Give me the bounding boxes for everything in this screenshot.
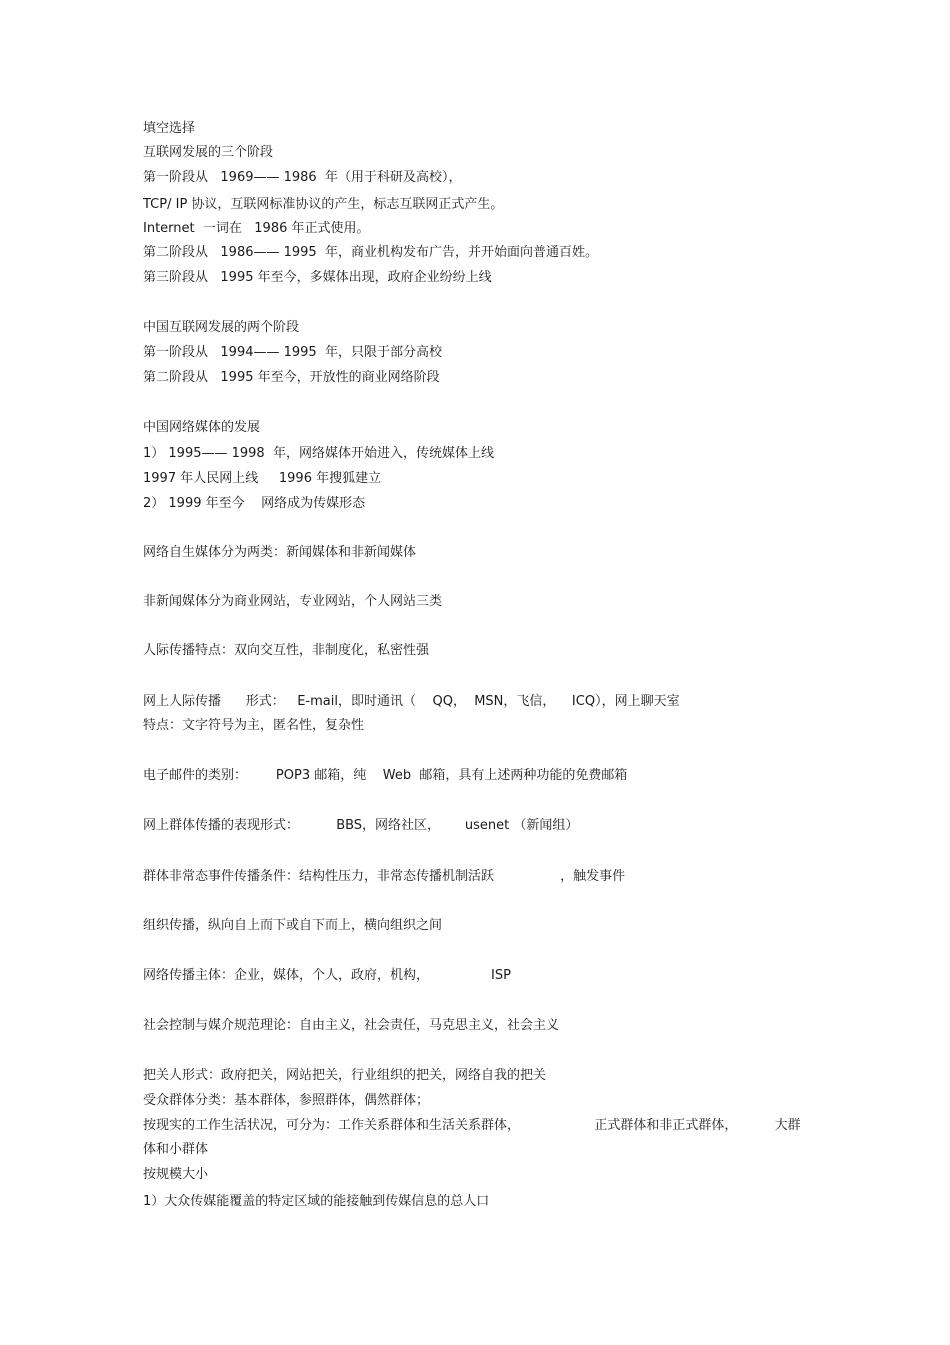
text-line: 网上群体传播的表现形式： BBS，网络社区， usenet （新闻组）: [143, 818, 579, 833]
text-line: 1997 年人民网上线 1996 年搜狐建立: [143, 471, 382, 486]
text-line: 1） 1995—— 1998 年，网络媒体开始进入，传统媒体上线: [143, 446, 494, 461]
text-line: 第一阶段从 1969—— 1986 年（用于科研及高校），: [143, 170, 462, 185]
text-line: 网络传播主体：企业，媒体，个人，政府，机构， ISP: [143, 968, 511, 983]
text-line: 体和小群体: [143, 1142, 209, 1157]
text-line: 群体非常态事件传播条件：结构性压力，非常态传播机制活跃 ，触发事件: [143, 869, 626, 884]
text-line: 网络自生媒体分为两类：新闻媒体和非新闻媒体: [143, 545, 417, 560]
text-line: 网上人际传播 形式： E-mail，即时通讯（ QQ， MSN，飞信， ICQ），网上聊天室: [143, 694, 680, 709]
text-line: TCP/ IP 协议，互联网标准协议的产生，标志互联网正式产生。: [143, 197, 504, 212]
text-line: 社会控制与媒介规范理论：自由主义，社会责任，马克思主义，社会主义: [143, 1018, 560, 1033]
text-line: 中国网络媒体的发展: [143, 420, 261, 435]
text-line: 按规模大小: [143, 1167, 209, 1182]
text-line: 填空选择: [143, 121, 196, 136]
text-line: 第二阶段从 1995 年至今，开放性的商业网络阶段: [143, 370, 440, 385]
text-line: 把关人形式：政府把关，网站把关，行业组织的把关，网络自我的把关: [143, 1068, 547, 1083]
text-line: 第三阶段从 1995 年至今，多媒体出现，政府企业纷纷上线: [143, 270, 492, 285]
text-line: 按现实的工作生活状况，可分为：工作关系群体和生活关系群体， 正式群体和非正式群体， 大群: [143, 1118, 801, 1133]
text-line: 电子邮件的类别： POP3 邮箱，纯 Web 邮箱，具有上述两种功能的免费邮箱: [143, 768, 628, 783]
text-line: 1）大众传媒能覆盖的特定区域的能接触到传媒信息的总人口: [143, 1194, 490, 1209]
text-line: 非新闻媒体分为商业网站，专业网站，个人网站三类: [143, 594, 443, 609]
text-line: 第一阶段从 1994—— 1995 年，只限于部分高校: [143, 345, 442, 360]
text-line: 第二阶段从 1986—— 1995 年，商业机构发布广告，并开始面向普通百姓。: [143, 245, 598, 260]
text-line: 人际传播特点：双向交互性，非制度化，私密性强: [143, 643, 430, 658]
text-line: 中国互联网发展的两个阶段: [143, 320, 300, 335]
text-line: 2） 1999 年至今 网络成为传媒形态: [143, 496, 366, 511]
text-line: 特点：文字符号为主，匿名性，复杂性: [143, 718, 365, 733]
text-line: Internet 一词在 1986 年正式使用。: [143, 221, 370, 236]
text-line: 组织传播，纵向自上而下或自下而上，横向组织之间: [143, 918, 443, 933]
text-line: 互联网发展的三个阶段: [143, 145, 274, 160]
text-line: 受众群体分类：基本群体，参照群体，偶然群体；: [143, 1093, 430, 1108]
